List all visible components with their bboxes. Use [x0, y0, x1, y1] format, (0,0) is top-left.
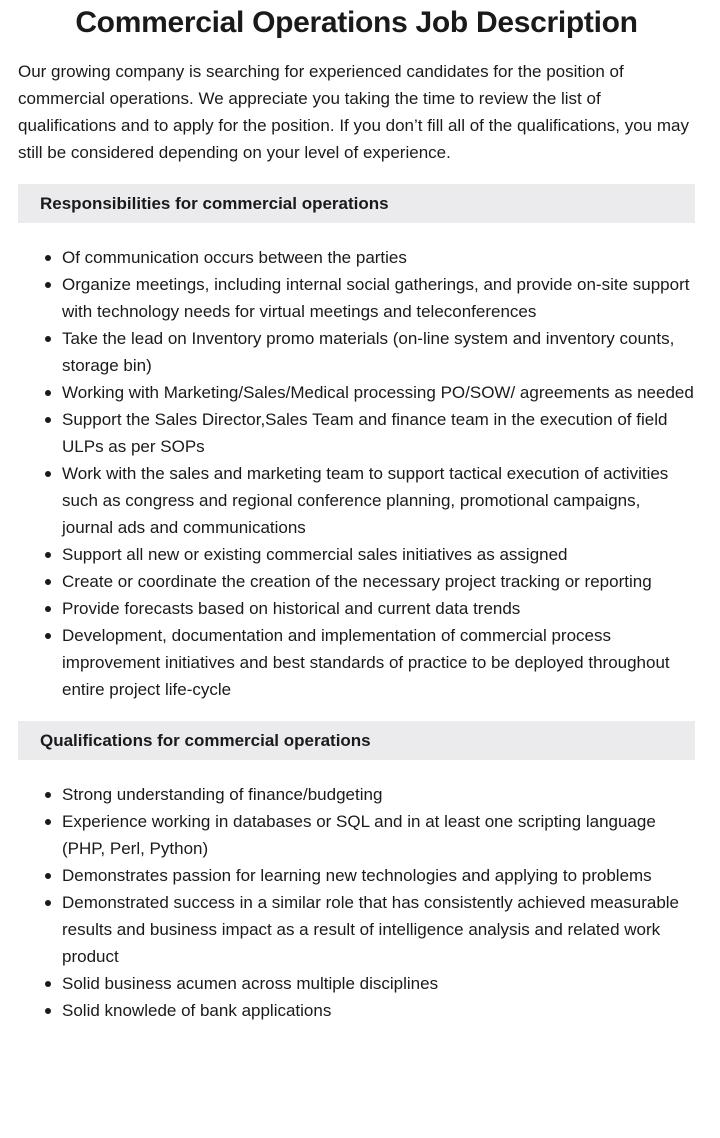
list-item-text: Demonstrates passion for learning new technologies and applying to problems: [62, 866, 652, 885]
bullet-icon: [45, 873, 51, 879]
list-item-text: Solid business acumen across multiple disciplines: [62, 974, 439, 993]
bullet-icon: [45, 417, 51, 423]
section-heading-responsibilities-label: Responsibilities for commercial operations: [40, 193, 389, 213]
bullet-icon: [45, 900, 51, 906]
list-item-text: Experience working in databases or SQL and in at least one scripting language (PHP, Perl, Python): [62, 812, 656, 858]
section-heading-responsibilities: [18, 184, 695, 223]
list-item: [18, 781, 695, 808]
bullet-icon: [45, 336, 51, 342]
list-item: [18, 622, 695, 703]
list-item-text: Of communication occurs between the parties: [62, 248, 407, 267]
bullet-icon: [45, 606, 51, 612]
list-item: [18, 568, 695, 595]
bullet-icon: [45, 471, 51, 477]
list-item: [18, 460, 695, 541]
page-title: Commercial Operations Job Description: [75, 6, 638, 39]
list-item-text: Strong understanding of finance/budgeting: [62, 785, 383, 804]
list-item: [18, 970, 695, 997]
list-item: [18, 244, 695, 271]
bullet-icon: [45, 981, 51, 987]
bullet-icon: [45, 552, 51, 558]
bullet-icon: [45, 792, 51, 798]
list-item: [18, 271, 695, 325]
section-heading-qualifications-label: Qualifications for commercial operations: [40, 730, 371, 750]
list-item-text: Development, documentation and implementation of commercial process improvement initiatives and best standards of practice to be deployed throughout entire project life-cycle: [62, 626, 670, 699]
list-item-text: Solid knowlede of bank applications: [62, 1001, 332, 1020]
bullet-icon: [45, 282, 51, 288]
list-item-text: Working with Marketing/Sales/Medical processing PO/SOW/ agreements as needed: [62, 383, 694, 402]
list-item: [18, 325, 695, 379]
section-heading-qualifications: [18, 721, 695, 760]
bullet-icon: [45, 1008, 51, 1014]
list-item: [18, 379, 695, 406]
list-item-text: Take the lead on Inventory promo materials (on-line system and inventory counts, storage bin): [62, 329, 675, 375]
list-item-text: Demonstrated success in a similar role that has consistently achieved measurable results and business impact as a result of intelligence analysis and related work product: [62, 893, 680, 966]
responsibilities-list: [18, 244, 695, 703]
intro-paragraph: Our growing company is searching for experienced candidates for the position of commercial operations. We appreciate you taking the time to review the list of qualifications and to apply for the position. If you don’t fill all of the qualifications, you may still be considered depending on your level of experience.: [18, 62, 689, 162]
list-item-text: Provide forecasts based on historical and current data trends: [62, 599, 521, 618]
qualifications-list: [18, 781, 695, 1024]
bullet-icon: [45, 819, 51, 825]
list-item: [18, 541, 695, 568]
list-item: [18, 595, 695, 622]
list-item: [18, 997, 695, 1024]
bullet-icon: [45, 255, 51, 261]
list-item-text: Create or coordinate the creation of the necessary project tracking or reporting: [62, 572, 652, 591]
list-item-text: Work with the sales and marketing team to support tactical execution of activities such as congress and regional conference planning, promotional campaigns, journal ads and communications: [62, 464, 669, 537]
list-item: [18, 862, 695, 889]
bullet-icon: [45, 579, 51, 585]
list-item: [18, 406, 695, 460]
list-item: [18, 889, 695, 970]
list-item-text: Organize meetings, including internal social gatherings, and provide on-site support with technology needs for virtual meetings and teleconferences: [62, 275, 690, 321]
list-item-text: Support all new or existing commercial sales initiatives as assigned: [62, 545, 568, 564]
list-item: [18, 808, 695, 862]
bullet-icon: [45, 390, 51, 396]
list-item-text: Support the Sales Director,Sales Team and finance team in the execution of field ULPs as per SOPs: [62, 410, 668, 456]
bullet-icon: [45, 633, 51, 639]
